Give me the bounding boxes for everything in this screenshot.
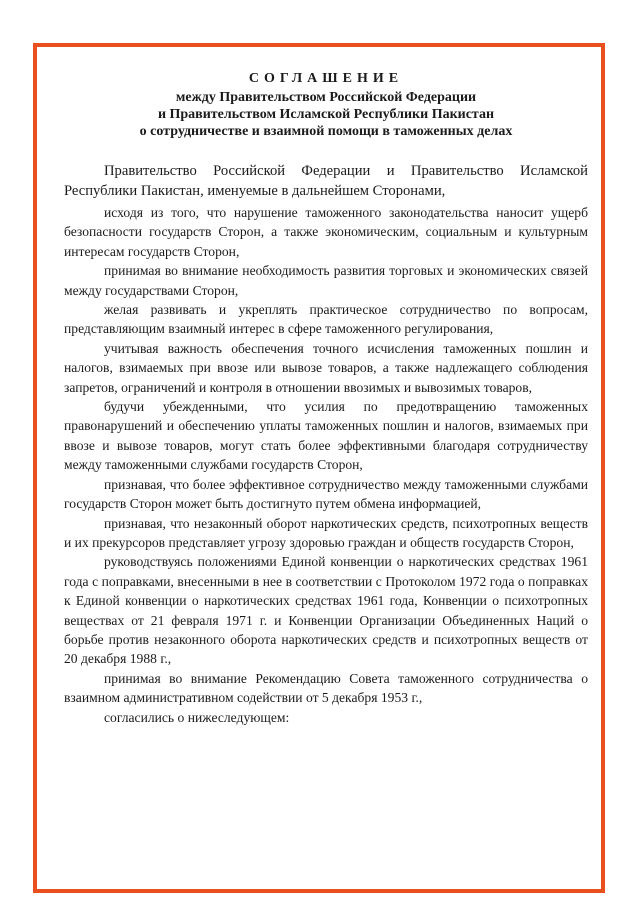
paragraph-7: признавая, что незаконный оборот наркотических средств, психотропных веществ и их прекурсоров представляет угрозу здоровью граждан и обществ государств Сторон,: [64, 515, 588, 550]
document-content: [64, 70, 588, 727]
paragraph-6: признавая, что более эффективное сотрудничество между таможенными службами государств Сторон может быть достигнуто путем обмена информацией,: [64, 476, 588, 512]
document-title: СОГЛАШЕНИЕ: [248, 71, 404, 86]
paragraph-9: принимая во внимание Рекомендацию Совета таможенного сотрудничества о взаимном административном содействии от 5 декабря 1953 г.,: [64, 670, 588, 706]
paragraph-8: руководствуясь положениями Единой конвенции о наркотических средствах 1961 года с поправками, внесенными в нее в соответствии с Протоколом 1972 года о поправках к Единой конвенции о наркотических средствах 1961 года, Конвенции о психотропных веществах от 21 февраля 1971 г. и Конвенции Организации Объединенных Наций о борьбе против незаконного оборота наркотических средств и психотропных веществ от 20 декабря 1988 г.,: [64, 554, 588, 667]
document-body: [64, 161, 588, 727]
paragraph-parties: Правительство Российской Федерации и Правительство Исламской Республики Пакистан, именуемые в дальнейшем Сторонами,: [64, 163, 588, 199]
paragraph-3: желая развивать и укреплять практическое сотрудничество по вопросам, представляющим взаимный интерес в сфере таможенного регулирования,: [64, 302, 588, 337]
paragraph-4: учитывая важность обеспечения точного исчисления таможенных пошлин и налогов, взимаемых при ввозе или вывозе товаров, а также надлежащего соблюдения запретов, ограничений и контроля в отношении ввозимых и вывозимых товаров,: [64, 340, 588, 395]
paragraph-5: будучи убежденными, что усилия по предотвращению таможенных правонарушений и обеспечению уплаты таможенных пошлин и налогов, взимаемых при ввозе и вывозе товаров, могут стать более эффективными благодаря сотрудничеству между таможенными службами государств Сторон,: [64, 399, 588, 473]
subtitle-line-3: о сотрудничестве и взаимной помощи в таможенных делах: [139, 124, 513, 139]
paragraph-2: принимая во внимание необходимость развития торговых и экономических связей между государствами Сторон,: [64, 263, 588, 298]
subtitle-line-1: между Правительством Российской Федерации: [175, 90, 477, 105]
paragraph-1: исходя из того, что нарушение таможенного законодательства наносит ущерб безопасности государств Сторон, а также экономическим, социальным и культурным интересам государств Сторон,: [64, 205, 588, 259]
paragraph-agreed: согласились о нижеследующем:: [104, 709, 290, 725]
subtitle-line-2: и Правительством Исламской Республики Пакистан: [157, 107, 495, 122]
